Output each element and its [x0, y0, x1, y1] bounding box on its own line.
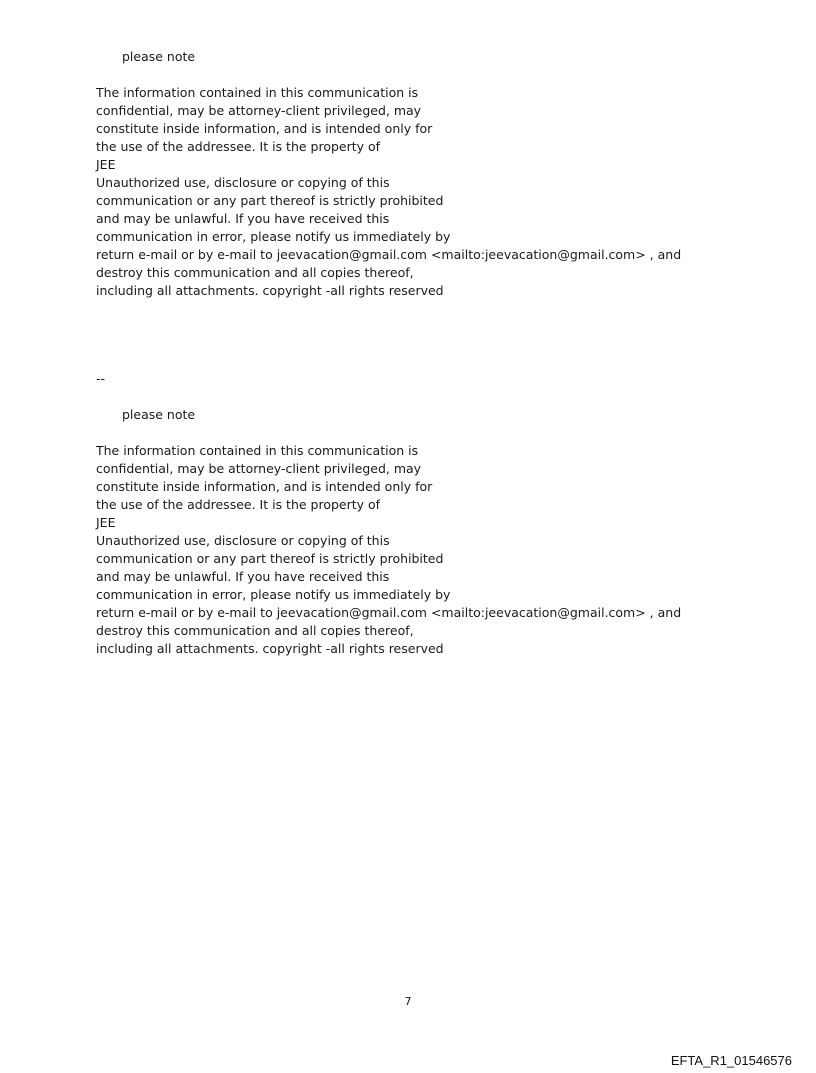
- notice-line: constitute inside information, and is intended only for: [96, 479, 433, 494]
- notice-line: communication or any part thereof is strictly prohibited: [96, 193, 444, 208]
- notice-line: communication in error, please notify us immediately by: [96, 229, 451, 244]
- notice-line: the use of the addressee. It is the property of: [96, 497, 381, 512]
- notice-line: and may be unlawful. If you have received this: [96, 211, 390, 226]
- notice-line: destroy this communication and all copies thereof,: [96, 623, 414, 638]
- notice-line: Unauthorized use, disclosure or copying of this: [96, 533, 390, 548]
- notice-line: The information contained in this communication is: [96, 85, 419, 100]
- notice-line: JEE: [96, 515, 116, 530]
- notice-body-1: [96, 84, 736, 300]
- notice-line: JEE: [96, 157, 116, 172]
- notice-line-email: return e-mail or by e-mail to jeevacation@gmail.com <mailto:jeevacation@gmail.com> , and: [96, 605, 682, 620]
- notice-line: communication in error, please notify us immediately by: [96, 587, 451, 602]
- document-id: EFTA_R1_01546576: [670, 1053, 792, 1068]
- page-number: 7: [404, 995, 412, 1008]
- notice-line: communication or any part thereof is strictly prohibited: [96, 551, 444, 566]
- notice-line: destroy this communication and all copies thereof,: [96, 265, 414, 280]
- notice-line: the use of the addressee. It is the property of: [96, 139, 381, 154]
- notice-line: confidential, may be attorney-client privileged, may: [96, 461, 422, 476]
- notice-heading-2: please note: [122, 407, 196, 422]
- signature-separator: --: [96, 371, 106, 386]
- notice-line: including all attachments. copyright -all rights reserved: [96, 641, 444, 656]
- notice-line-email: return e-mail or by e-mail to jeevacation@gmail.com <mailto:jeevacation@gmail.com> , and: [96, 247, 682, 262]
- notice-line: The information contained in this communication is: [96, 443, 419, 458]
- notice-line: Unauthorized use, disclosure or copying of this: [96, 175, 390, 190]
- notice-heading-1: please note: [122, 49, 196, 64]
- notice-line: constitute inside information, and is intended only for: [96, 121, 433, 136]
- notice-line: including all attachments. copyright -all rights reserved: [96, 283, 444, 298]
- notice-line: confidential, may be attorney-client privileged, may: [96, 103, 422, 118]
- notice-body-2: [96, 442, 736, 658]
- notice-line: and may be unlawful. If you have received this: [96, 569, 390, 584]
